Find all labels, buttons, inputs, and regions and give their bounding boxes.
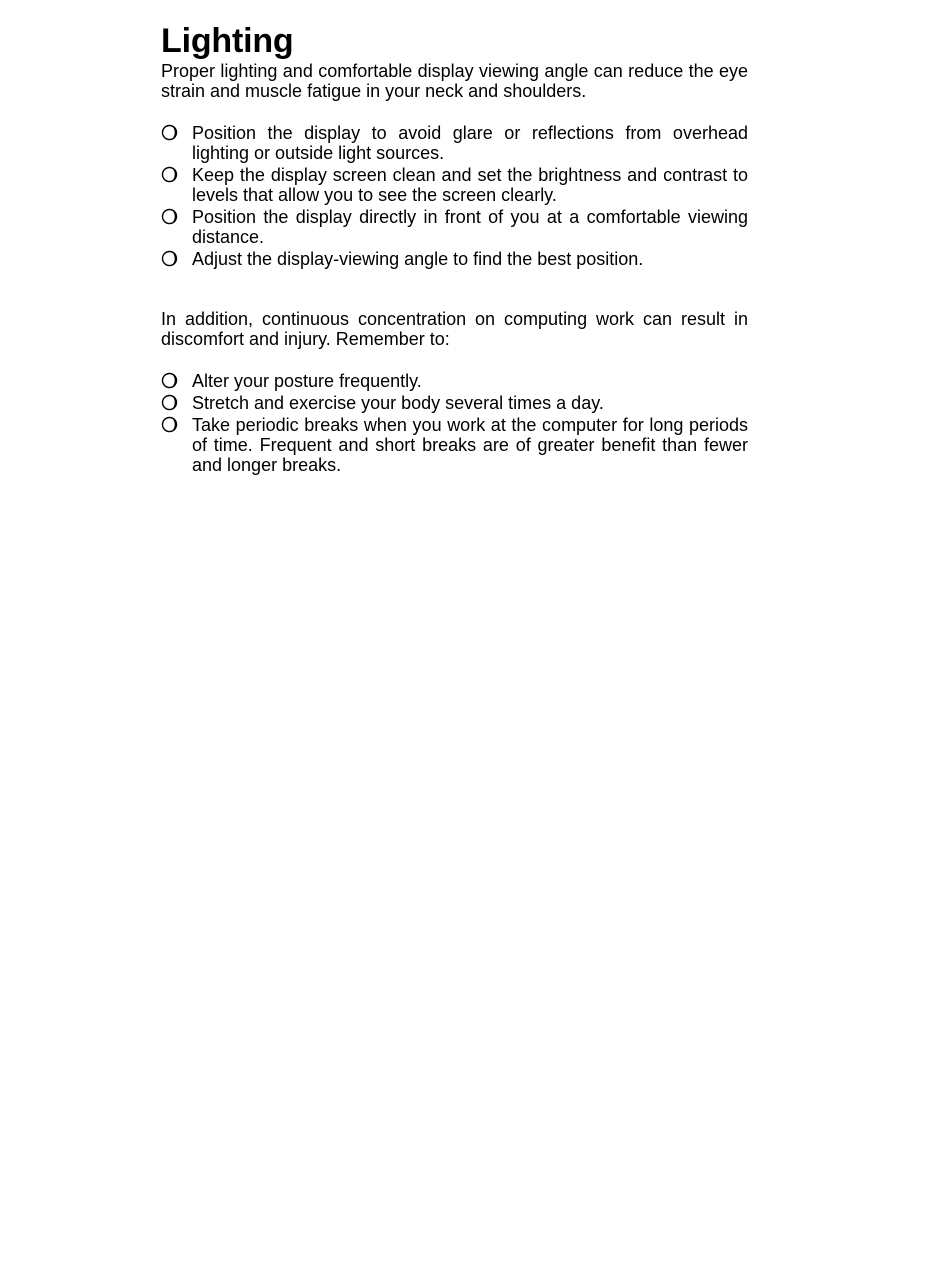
list-item — [161, 371, 748, 391]
list-item-text: Stretch and exercise your body several times a day. — [192, 393, 604, 413]
addition-paragraph: In addition, continuous concentration on computing work can result in discomfort and injury. Remember to: — [161, 309, 748, 349]
list-item — [161, 415, 748, 475]
document-page — [161, 20, 748, 477]
list-item-text: Position the display directly in front of you at a comfortable viewing distance. — [192, 207, 748, 247]
open-circle-bullet-icon — [161, 250, 178, 267]
open-circle-bullet-icon — [161, 394, 178, 411]
intro-paragraph: Proper lighting and comfortable display viewing angle can reduce the eye strain and muscle fatigue in your neck and shoulders. — [161, 61, 748, 101]
list-item — [161, 165, 748, 205]
list-item-text: Keep the display screen clean and set the brightness and contrast to levels that allow you to see the screen clearly. — [192, 165, 748, 205]
habit-tips-list — [161, 371, 748, 475]
list-item — [161, 249, 748, 269]
list-item — [161, 207, 748, 247]
list-item-text: Alter your posture frequently. — [192, 371, 422, 391]
list-item-text: Take periodic breaks when you work at the computer for long periods of time. Frequent and short breaks are of greater benefit than fewer and longer breaks. — [192, 415, 748, 475]
open-circle-bullet-icon — [161, 372, 178, 389]
lighting-tips-list — [161, 123, 748, 269]
open-circle-bullet-icon — [161, 208, 178, 225]
open-circle-bullet-icon — [161, 416, 178, 433]
open-circle-bullet-icon — [161, 124, 178, 141]
list-item-text: Adjust the display-viewing angle to find the best position. — [192, 249, 644, 269]
list-item — [161, 123, 748, 163]
list-item — [161, 393, 748, 413]
list-item-text: Position the display to avoid glare or reflections from overhead lighting or outside light sources. — [192, 123, 748, 163]
open-circle-bullet-icon — [161, 166, 178, 183]
section-heading: Lighting — [161, 22, 294, 60]
